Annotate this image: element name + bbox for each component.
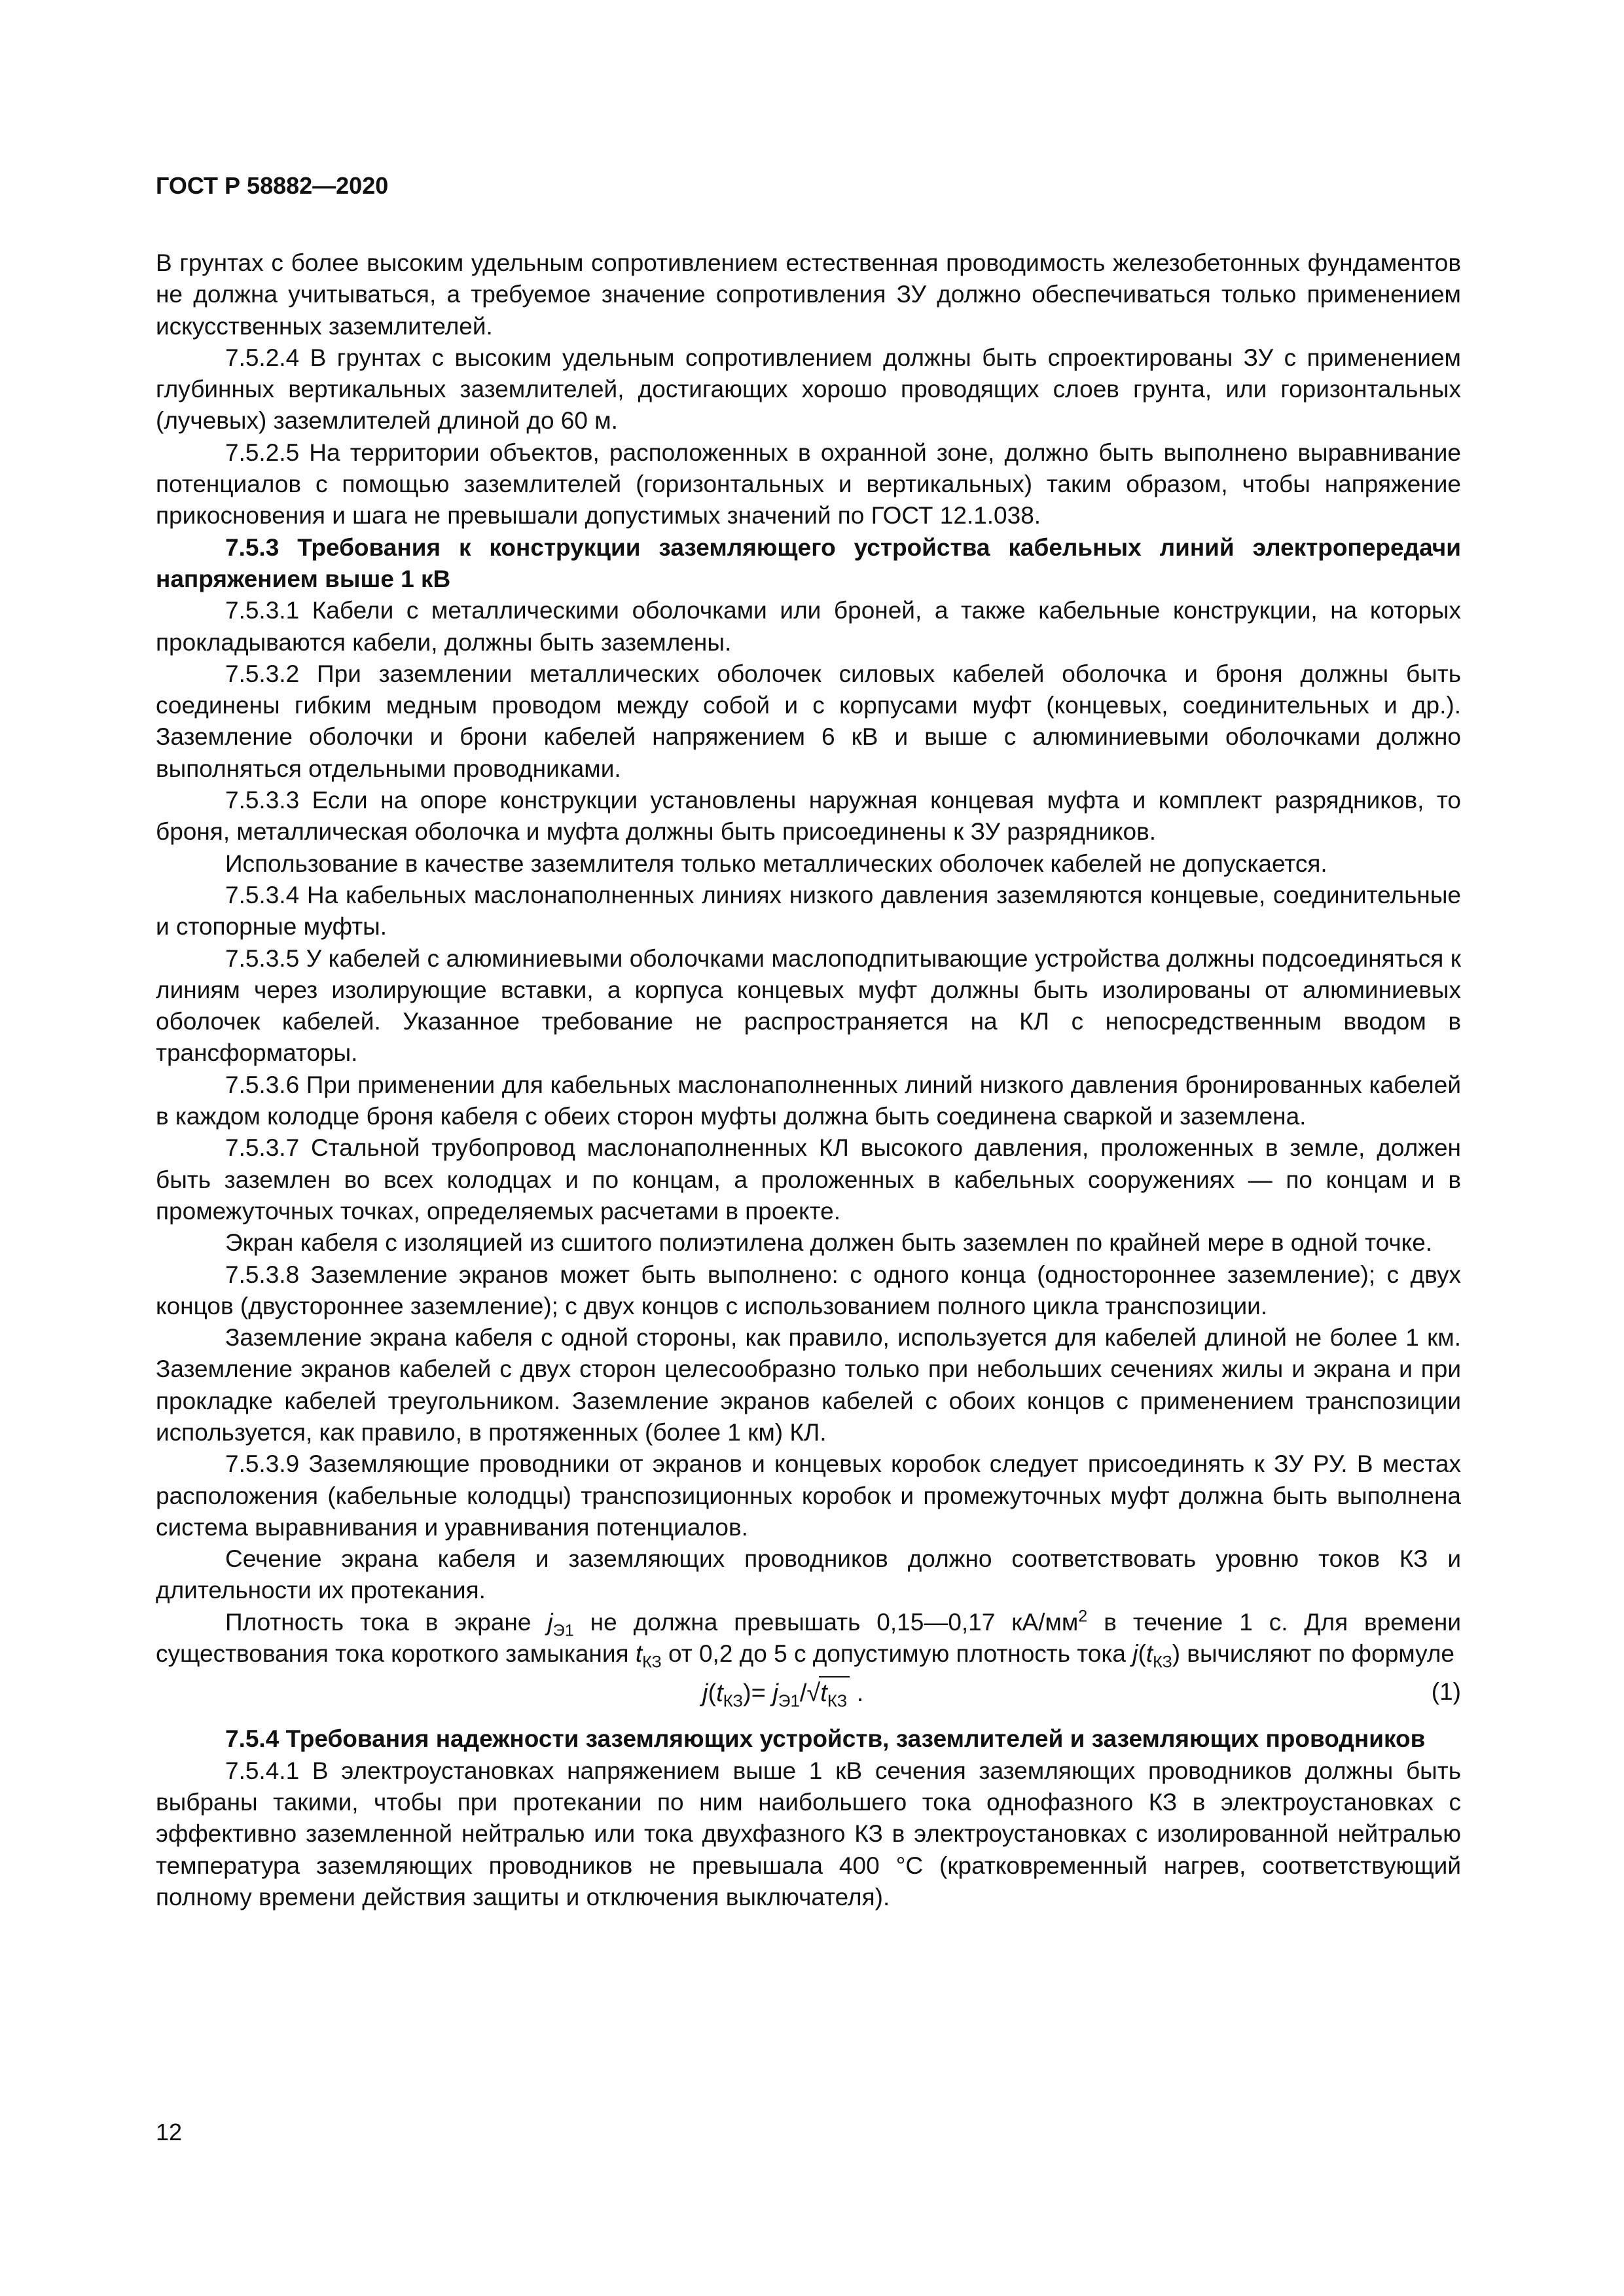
section-heading: 7.5.4 Требования надежности заземляющих устройств, заземлителей и заземляющих проводников [225, 1725, 1426, 1753]
document-header: ГОСТ Р 58882—2020 [156, 172, 389, 199]
paragraph: 7.5.3.7 Стальной трубопровод маслонаполненных КЛ высокого давления, проложенных в земле, должен быть заземлен во всех колодцах и по концам, а проложенных в кабельных сооружениях — по концам и в промежуточных точках, определяемых расчетами в проекте. [156, 1134, 1461, 1225]
paragraph: 7.5.3.9 Заземляющие проводники от экранов и концевых коробок следует присоединять к ЗУ РУ. В местах расположения (кабельные колодцы) транспозиционных коробок и промежуточных муфт должна быть выполнена система выравнивания и уравнивания потенциалов. [156, 1450, 1461, 1541]
current-density-paragraph: Плотность тока в экране $j_{Э1}$ не должна превышать 0,15—0,17 $кА/мм^2$ в течение 1 с. Для времени существования тока короткого замыкания $t_{КЗ}$ от 0,2 до 5 с допустимую плотность тока $j(t_{КЗ})$ вычисляют по формуле [156, 1607, 1461, 1672]
paragraph: 7.5.3.6 При применении для кабельных маслонаполненных линий низкого давления бронированных кабелей в каждом колодце броня кабеля с обеих сторон муфты должна быть соединена сваркой и заземлена. [156, 1071, 1461, 1130]
paragraph: 7.5.3.4 На кабельных маслонаполненных линиях низкого давления заземляются концевые, соединительные и стопорные муфты. [156, 881, 1461, 941]
formula-row [156, 1670, 1461, 1723]
paragraph: 7.5.3.5 У кабелей с алюминиевыми оболочками маслоподпитывающие устройства должны подсоединяться к линиям через изолирующие вставки, а корпуса концевых муфт должны быть изолированы от алюминиевых оболочек кабелей. Указанное требование не распространяется на КЛ с непосредственным вводом в трансформаторы. [156, 944, 1461, 1067]
paragraph: 7.5.2.4 В грунтах с высоким удельным сопротивлением должны быть спроектированы ЗУ с применением глубинных вертикальных заземлителей, достигающих хорошо проводящих слоев грунта, или горизонтальных (лучевых) заземлителей длиной до 60 м. [156, 344, 1461, 435]
page-number: 12 [156, 2119, 183, 2145]
document-page [156, 171, 1461, 1913]
paragraph: 7.5.4.1 В электроустановках напряжением выше 1 кВ сечения заземляющих проводников должны быть выбраны такими, чтобы при протекании по ним наибольшего тока однофазного КЗ в электроустановках с эффективно заземленной нейтралью или тока двухфазного КЗ в электроустановках с изолированной нейтралью температура заземляющих проводников не превышала 400 °С (кратковременный нагрев, соответствующий полному времени действия защиты и отключения выключателя). [156, 1757, 1461, 1910]
paragraph: Сечение экрана кабеля и заземляющих проводников должно соответствовать уровню токов КЗ и длительности их протекания. [156, 1545, 1461, 1604]
paragraph: 7.5.3.3 Если на опоре конструкции установлены наружная концевая муфта и комплект разрядников, то броня, металлическая оболочка и муфта должны быть присоединены к ЗУ разрядников. [156, 787, 1461, 846]
paragraph: Заземление экрана кабеля с одной стороны, как правило, используется для кабелей длиной не более 1 км. Заземление экранов кабелей с двух сторон целесообразно только при небольших сечениях жилы и экрана и при прокладке кабелей треугольником. Заземление экранов кабелей с обоих концов с применением транспозиции используется, как правило, в протяженных (более 1 км) КЛ. [156, 1324, 1461, 1446]
paragraph: 7.5.3.1 Кабели с металлическими оболочками или броней, а также кабельные конструкции, на которых прокладываются кабели, должны быть заземлены. [156, 597, 1461, 656]
paragraph: 7.5.2.5 На территории объектов, расположенных в охранной зоне, должно быть выполнено выравнивание потенциалов с помощью заземлителей (горизонтальных и вертикальных) таким образом, чтобы напряжение прикосновения и шага не превышали допустимых значений по ГОСТ 12.1.038. [156, 439, 1461, 529]
paragraph: 7.5.3.2 При заземлении металлических оболочек силовых кабелей оболочка и броня должны быть соединены гибким медным проводом между собой и с корпусами муфт (концевых, соединительных и др.). Заземление оболочки и брони кабелей напряжением 6 кВ и выше с алюминиевыми оболочками должно выполняться отдельными проводниками. [156, 660, 1461, 782]
paragraph: Экран кабеля с изоляцией из сшитого полиэтилена должен быть заземлен по крайней мере в одной точке. [225, 1229, 1433, 1257]
section-heading: 7.5.3 Требования к конструкции заземляющего устройства кабельных линий электропередачи напряжением выше 1 кВ [156, 533, 1461, 592]
sqrt-radicand: $t_{КЗ}$ [819, 1676, 850, 1709]
paragraph: 7.5.3.8 Заземление экранов может быть выполнено: с одного конца (одностороннее заземление); с двух концов (двустороннее заземление); с двух концов с использованием полного цикла транспозиции. [156, 1261, 1461, 1319]
formula-number: (1) [1431, 1678, 1461, 1706]
paragraph: В грунтах с более высоким удельным сопротивлением естественная проводимость железобетонных фундаментов не должна учитываться, а требуемое значение сопротивления ЗУ должно обеспечиваться только применением искусственных заземлителей. [156, 249, 1461, 340]
formula: $j(t_{КЗ})= j_{Э1}/√t_{КЗ}$ . [702, 1676, 863, 1709]
paragraph: Использование в качестве заземлителя только металлических оболочек кабелей не допускается. [225, 850, 1327, 877]
body-text [156, 247, 1461, 1913]
